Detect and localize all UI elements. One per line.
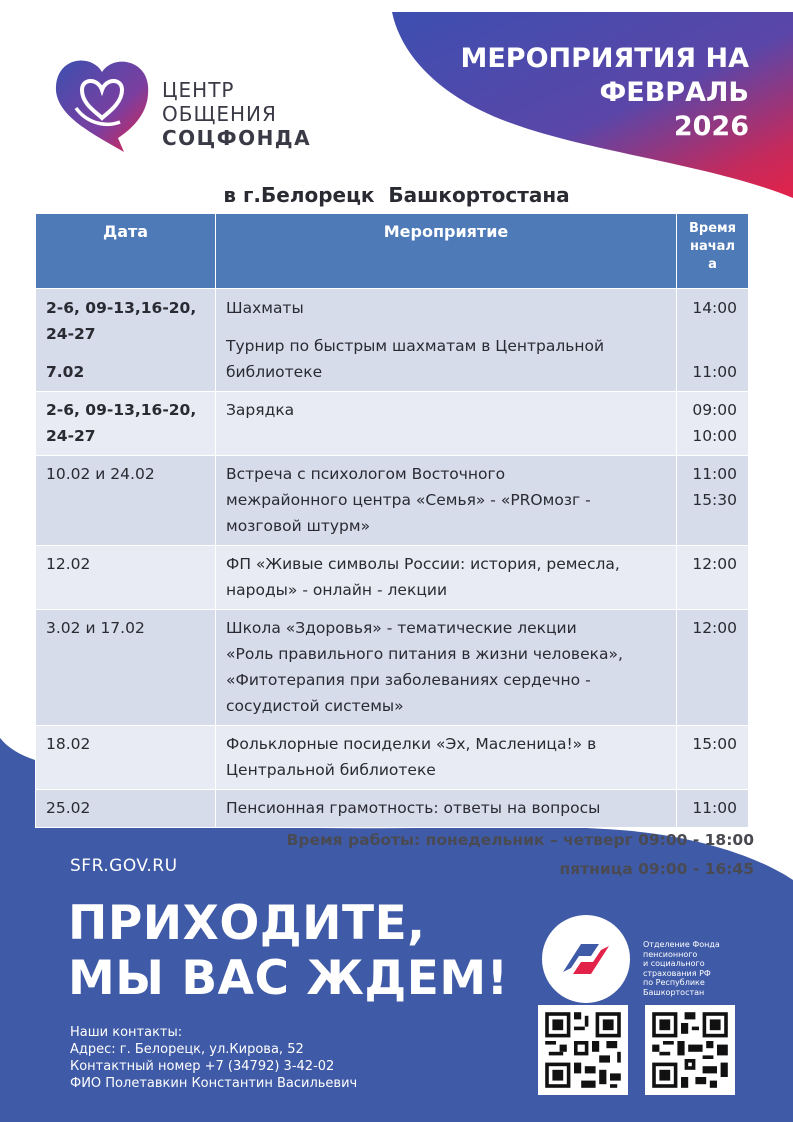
row-time [677,289,749,392]
contacts-address: Адрес: г. Белорецк, ул.Кирова, 52 [70,1042,304,1057]
row-event-line: «Фитотерапия при заболеваниях сердечно - [226,671,591,689]
row-event-line: Встреча с психологом Восточного [226,465,506,483]
row-date: 3.02 и 17.02 [36,610,216,726]
row-time: 11:00 [677,790,749,828]
table-row [36,392,749,456]
row-event-line: сосудистой системы» [226,697,404,715]
row-date-line: 2-6, 09-13,16-20, [46,401,197,419]
table-row [36,790,749,828]
events-table [35,213,749,828]
table-row [36,546,749,610]
row-event-line: Шахматы [226,299,304,317]
contacts-person: ФИО Полетавкин Константин Васильевич [70,1076,358,1091]
row-date: 10.02 и 24.02 [36,456,216,546]
row-date-line: 24-27 [46,427,96,445]
row-time: 15:00 [677,726,749,790]
location-subtitle: в г.Белорецк Башкортостана [223,183,570,207]
poster-title [460,42,749,144]
row-date: 25.02 [36,790,216,828]
row-date-line: 7.02 [46,363,85,381]
slogan-line-2: МЫ ВАС ЖДЕМ! [68,951,509,1006]
hours-line-1: Время работы: понедельник – четверг 09:00 - 18:00 [286,831,754,849]
logo-line-3: СОЦФОНДА [162,126,312,150]
row-event [216,726,677,790]
header-date: Дата [36,214,216,289]
header-time-line-2: начал [690,239,735,254]
row-event: Пенсионная грамотность: ответы на вопросы [216,790,677,828]
slogan [68,896,509,1006]
row-time-line: 09:00 [692,401,737,419]
table-header-row [36,214,749,289]
logo-line-2: ОБЩЕНИЯ [162,102,277,126]
sfr-line-6: Башкортостан [643,987,705,997]
logo-line-1: ЦЕНТР [162,78,235,102]
row-event [216,456,677,546]
header-event: Мероприятие [216,214,677,289]
row-time-line: 15:30 [692,491,737,509]
row-time: 12:00 [677,546,749,610]
slogan-line-1: ПРИХОДИТЕ, [68,896,426,951]
sfr-logo-icon [541,914,631,1004]
row-event-line: народы» - онлайн - лекции [226,581,448,599]
row-event [216,546,677,610]
hours-line-2: пятница 09:00 - 16:45 [559,860,754,878]
qr-code-icon [538,1005,628,1095]
row-date-line: 2-6, 09-13,16-20, [46,299,197,317]
sfr-line-3: и социального [643,959,705,968]
website-link[interactable]: SFR.GOV.RU [70,856,178,876]
row-time-line: 11:00 [692,465,737,483]
row-date [36,392,216,456]
header-time-line-1: Время [688,221,736,236]
table-row [36,610,749,726]
header-time-line-3: а [708,257,717,272]
row-date: 12.02 [36,546,216,610]
row-event [216,289,677,392]
sfr-line-5: по Республике [643,978,705,987]
sfr-line-4: страхования РФ [643,968,711,978]
row-event-line: Турнир по быстрым шахматам в Центральной [226,337,605,355]
row-event-line: межрайонного центра «Семья» - «PROмозг - [226,491,591,509]
sfr-line-1: Отделение Фонда [643,940,720,949]
row-event-line: Школа «Здоровья» - тематические лекции [226,619,577,637]
row-event-line: библиотеке [226,363,323,381]
row-time: 12:00 [677,610,749,726]
contacts-heading: Наши контакты: [70,1025,183,1040]
row-event-line: ФП «Живые символы России: история, ремесла, [226,555,620,573]
qr-code-icon [645,1005,735,1095]
table-row [36,456,749,546]
heart-logo-icon [52,52,152,152]
qr-code-1[interactable] [538,1005,628,1095]
row-time [677,392,749,456]
row-event [216,610,677,726]
row-time-line: 10:00 [692,427,737,445]
contacts-phone[interactable]: Контактный номер +7 (34792) 3-42-02 [70,1059,335,1074]
row-time-line: 14:00 [692,299,737,317]
logo-text [162,78,311,150]
row-time-line: 11:00 [692,363,737,381]
title-line-2: ФЕВРАЛЬ [599,77,749,108]
row-event: Зарядка [216,392,677,456]
working-hours [287,826,754,884]
row-date [36,289,216,392]
title-line-3: 2026 [673,111,749,142]
table-row [36,726,749,790]
row-date-line: 24-27 [46,325,96,343]
qr-code-2[interactable] [645,1005,735,1095]
row-time [677,456,749,546]
sfr-caption [643,940,720,997]
contacts-block [70,1024,357,1092]
title-line-1: МЕРОПРИЯТИЯ НА [460,43,749,74]
row-date: 18.02 [36,726,216,790]
header-time [677,214,749,289]
table-row [36,289,749,392]
row-event-line: мозговой штурм» [226,517,371,535]
row-event-line: Центральной библиотеке [226,761,436,779]
sfr-line-2: пенсионного [643,949,698,959]
row-event-line: Фольклорные посиделки «Эх, Масленица!» в [226,735,597,753]
row-event-line: «Роль правильного питания в жизни человека», [226,645,623,663]
